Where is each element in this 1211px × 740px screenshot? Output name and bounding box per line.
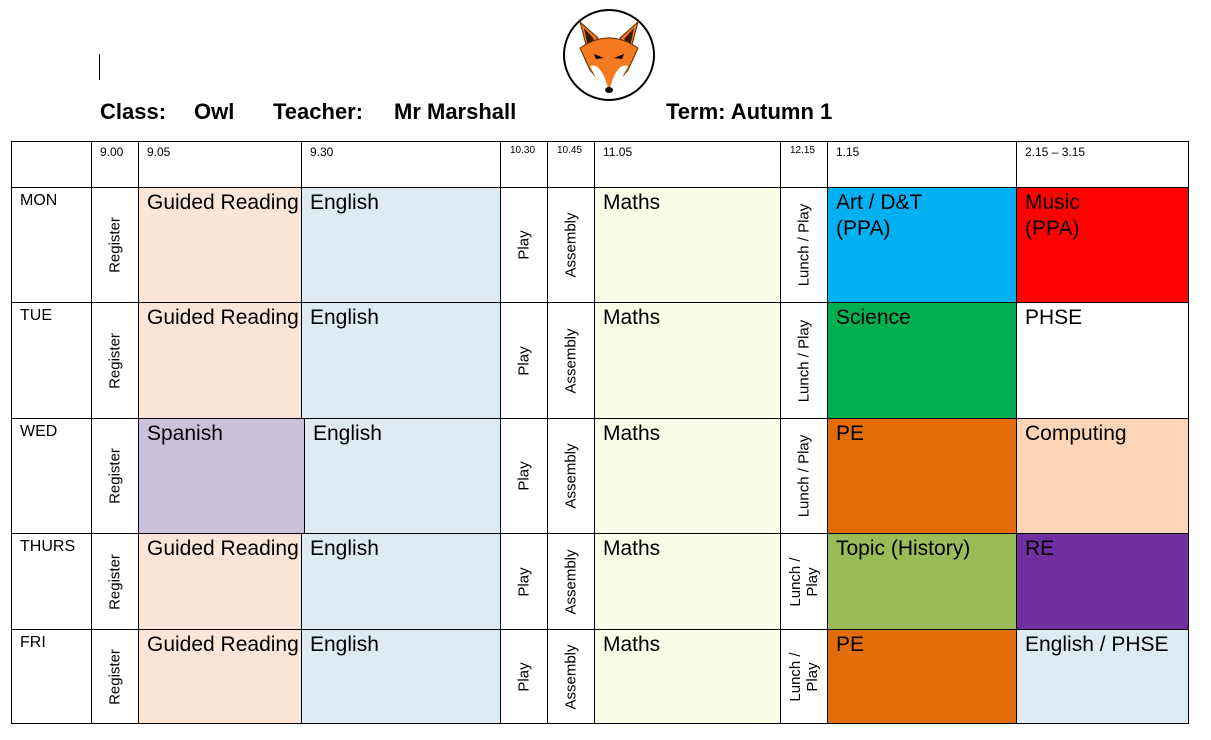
day-label: WED: [20, 423, 58, 440]
lesson-guided-reading: Guided Reading: [138, 188, 301, 302]
time-cell: 1.15: [827, 142, 1016, 187]
lunch-cell: Lunch / Play: [780, 188, 827, 302]
play-cell: Play: [500, 419, 547, 533]
time-cell: 11.05: [594, 142, 780, 187]
play-cell: Play: [500, 534, 547, 629]
register-cell: Register: [91, 419, 138, 533]
lesson-science: Science: [827, 303, 1016, 418]
time-cell: 9.00: [91, 142, 138, 187]
day-row-wed: [12, 418, 1188, 533]
lesson-phse: PHSE: [1016, 303, 1188, 418]
day-row-tue: [12, 302, 1188, 418]
lunch-cell: Lunch / Play: [780, 303, 827, 418]
lesson-maths: Maths: [594, 534, 780, 629]
fox-icon: [562, 8, 656, 102]
assembly-cell: Assembly: [547, 303, 594, 418]
lesson-pe: PE: [827, 630, 1016, 723]
time-cell: 10.30: [500, 142, 547, 187]
lesson-english: English: [301, 534, 500, 629]
day-row-thurs: [12, 533, 1188, 629]
lesson-spanish: Spanish: [138, 419, 304, 533]
assembly-cell: Assembly: [547, 419, 594, 533]
lesson-pe: PE: [827, 419, 1016, 533]
lesson-maths: Maths: [594, 419, 780, 533]
lesson-re: RE: [1016, 534, 1188, 629]
text-cursor: [99, 54, 100, 80]
teacher-label: Teacher:: [273, 99, 364, 124]
play-cell: Play: [500, 630, 547, 723]
timetable: [11, 141, 1189, 724]
lesson-guided-reading: Guided Reading: [138, 534, 301, 629]
lunch-cell: Lunch / Play: [780, 534, 827, 629]
lesson-maths: Maths: [594, 303, 780, 418]
lesson-english-phse: English / PHSE: [1016, 630, 1188, 723]
play-cell: Play: [500, 188, 547, 302]
day-label: MON: [20, 192, 58, 209]
assembly-cell: Assembly: [547, 630, 594, 723]
lesson-computing: Computing: [1016, 419, 1188, 533]
lesson-topic-history: Topic (History): [827, 534, 1016, 629]
day-row-mon: [12, 187, 1188, 302]
lunch-cell: Lunch / Play: [780, 630, 827, 723]
assembly-cell: Assembly: [547, 534, 594, 629]
time-cell: 12.15: [780, 142, 827, 187]
lesson-english: English: [301, 630, 500, 723]
play-cell: Play: [500, 303, 547, 418]
register-cell: Register: [91, 188, 138, 302]
time-cell: 2.15 – 3.15: [1016, 142, 1188, 187]
time-cell: 9.05: [138, 142, 301, 187]
lesson-guided-reading: Guided Reading: [138, 303, 301, 418]
lesson-english: English: [304, 419, 500, 533]
time-header-row: [12, 142, 1188, 187]
lesson-maths: Maths: [594, 188, 780, 302]
lunch-cell: Lunch / Play: [780, 419, 827, 533]
lesson-music: Music (PPA): [1016, 188, 1188, 302]
class-label: Class:: [100, 99, 167, 124]
register-cell: Register: [91, 303, 138, 418]
class-value: Owl: [194, 99, 235, 124]
day-label: THURS: [20, 538, 76, 555]
term-label: Term: Autumn 1: [666, 99, 833, 124]
lesson-english: English: [301, 188, 500, 302]
day-label: TUE: [20, 307, 52, 324]
register-cell: Register: [91, 534, 138, 629]
register-cell: Register: [91, 630, 138, 723]
teacher-value: Mr Marshall: [394, 99, 517, 124]
time-cell: 10.45: [547, 142, 594, 187]
time-cell: 9.30: [301, 142, 500, 187]
day-row-fri: [12, 629, 1188, 723]
lesson-guided-reading: Guided Reading: [138, 630, 301, 723]
lesson-art-dt: Art / D&T (PPA): [827, 188, 1016, 302]
lesson-maths: Maths: [594, 630, 780, 723]
day-label: FRI: [20, 634, 46, 651]
assembly-cell: Assembly: [547, 188, 594, 302]
corner-cell: [12, 142, 91, 187]
lesson-english: English: [301, 303, 500, 418]
